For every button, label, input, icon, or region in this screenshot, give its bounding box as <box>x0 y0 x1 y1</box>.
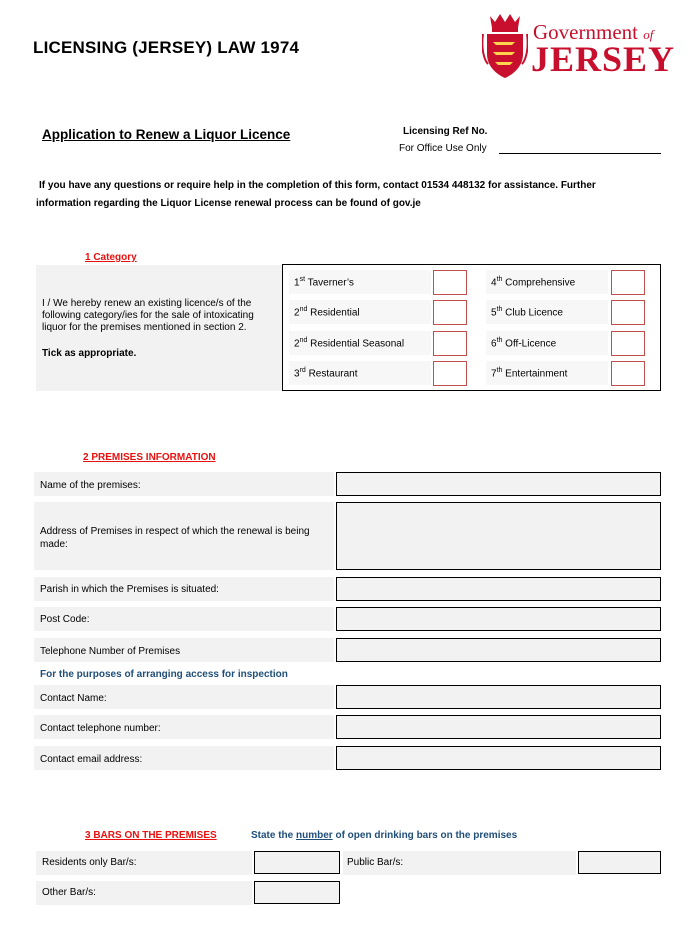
logo-jersey-text: JERSEY <box>531 39 676 79</box>
office-use-label: For Office Use Only <box>399 143 487 154</box>
contact-email-input[interactable] <box>336 746 661 770</box>
postcode-label: Post Code: <box>40 614 90 625</box>
category-description: I / We hereby renew an existing licence/s of the following category/ies for the sale of intoxicating liquor for the premises mentioned in section 2. <box>42 298 254 333</box>
checkbox-residential[interactable] <box>433 300 467 325</box>
premises-name-label: Name of the premises: <box>40 480 141 491</box>
checkbox-entertainment[interactable] <box>611 361 645 386</box>
checkbox-off-licence[interactable] <box>611 331 645 356</box>
public-bar-label: Public Bar/s: <box>347 857 404 868</box>
checkbox-club-licence[interactable] <box>611 300 645 325</box>
premises-address-label: Address of Premises in respect of which the renewal is being made: <box>40 526 310 550</box>
category-label-entertainment: 7th Entertainment <box>491 367 568 380</box>
parish-label: Parish in which the Premises is situated: <box>40 584 219 595</box>
premises-name-input[interactable] <box>336 472 661 496</box>
contact-phone-label: Contact telephone number: <box>40 723 161 734</box>
tick-instruction: Tick as appropriate. <box>42 348 137 359</box>
category-label-residential: 2nd Residential <box>294 306 360 319</box>
public-bar-input[interactable] <box>578 851 661 874</box>
residents-bar-label: Residents only Bar/s: <box>42 857 137 868</box>
premises-telephone-label: Telephone Number of Premises <box>40 646 181 657</box>
premises-heading: 2 PREMISES INFORMATION <box>83 452 216 463</box>
parish-input[interactable] <box>336 577 661 601</box>
checkbox-comprehensive[interactable] <box>611 270 645 295</box>
premises-telephone-input[interactable] <box>336 638 661 662</box>
access-heading: For the purposes of arranging access for inspection <box>40 669 288 680</box>
category-label-comprehensive: 4th Comprehensive <box>491 276 576 289</box>
checkbox-taverners[interactable] <box>433 270 467 295</box>
contact-name-label: Contact Name: <box>40 693 107 704</box>
intro-text: If you have any questions or require help in the completion of this form, contact 01534 448132 for assistance. Further information regarding the Liquor License renewal process can be found of gov.je <box>36 180 596 209</box>
checkbox-restaurant[interactable] <box>433 361 467 386</box>
other-bar-label: Other Bar/s: <box>42 887 96 898</box>
premises-address-input[interactable] <box>336 502 661 570</box>
logo-government-text: Government of <box>533 20 654 44</box>
contact-phone-input[interactable] <box>336 715 661 739</box>
contact-name-input[interactable] <box>336 685 661 709</box>
crest-icon <box>482 12 528 80</box>
category-label-taverners: 1st Taverner’s <box>294 276 354 289</box>
bars-instruction: State the number of open drinking bars on the premises <box>251 830 518 841</box>
licensing-ref-label: Licensing Ref No. <box>403 126 488 137</box>
contact-email-label: Contact email address: <box>40 754 143 765</box>
category-label-club-licence: 5th Club Licence <box>491 306 563 319</box>
other-bar-input[interactable] <box>254 881 340 904</box>
office-use-line[interactable] <box>499 153 661 154</box>
law-title: LICENSING (JERSEY) LAW 1974 <box>33 38 300 57</box>
postcode-input[interactable] <box>336 607 661 631</box>
residents-bar-input[interactable] <box>254 851 340 874</box>
checkbox-residential-seasonal[interactable] <box>433 331 467 356</box>
category-label-restaurant: 3rd Restaurant <box>294 367 358 380</box>
category-label-residential-seasonal: 2nd Residential Seasonal <box>294 337 405 350</box>
form-title: Application to Renew a Liquor Licence <box>42 127 291 142</box>
category-label-off-licence: 6th Off-Licence <box>491 337 557 350</box>
category-heading: 1 Category <box>85 252 137 263</box>
bars-heading: 3 BARS ON THE PREMISES <box>85 830 217 841</box>
